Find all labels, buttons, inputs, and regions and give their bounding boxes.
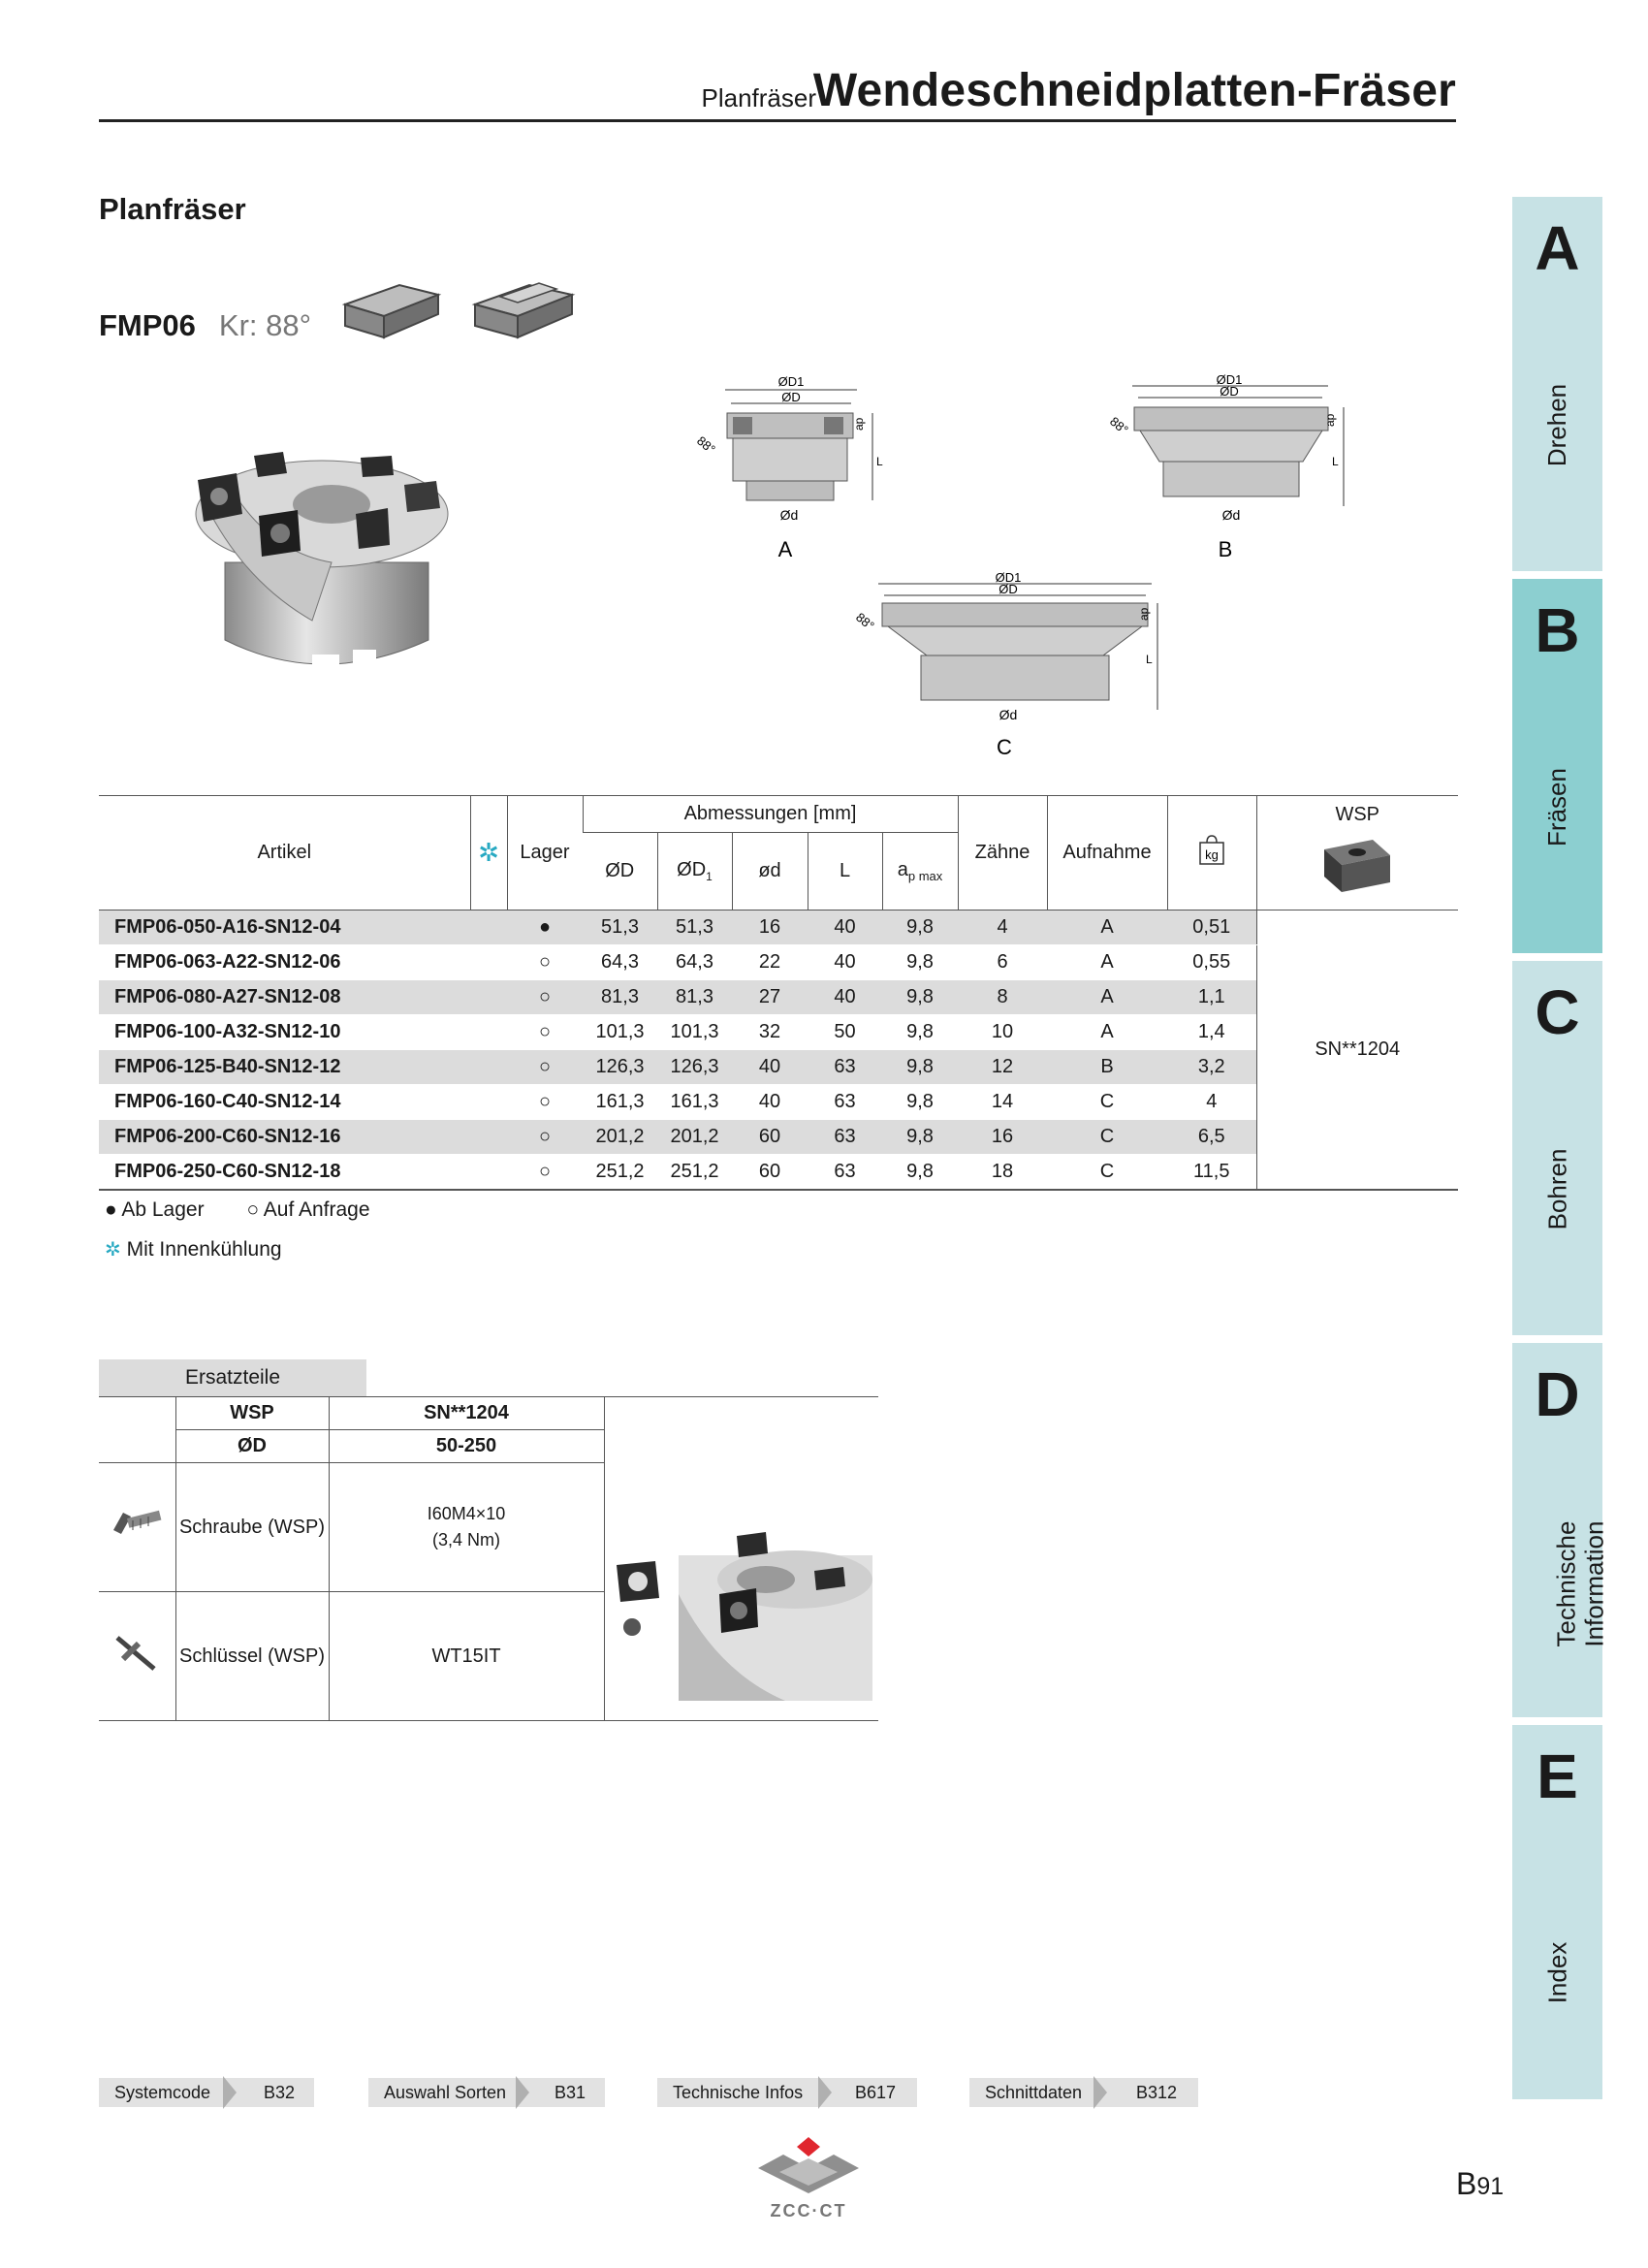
cell-D1: 51,3 [657,910,732,945]
drawing-b [1095,372,1377,566]
cell-coolant [470,910,507,945]
table-row [99,1015,1458,1050]
page-header [99,58,1456,122]
spare-wsp-label: WSP [175,1397,329,1430]
col-ap: $a_{p max}$ [882,833,958,910]
cell-ap: 9,8 [882,1155,958,1190]
drawing-c-label: C [997,735,1012,759]
cell-D: 81,3 [583,980,657,1015]
key-icon [110,1630,164,1677]
cell-ap: 9,8 [882,1120,958,1155]
col-artikel: Artikel [257,842,312,863]
spare-wsp-value: SN**1204 [329,1397,604,1430]
cell-d: 60 [732,1120,808,1155]
cell-ap: 9,8 [882,1050,958,1085]
table-row [99,945,1458,980]
tab-label: Fräsen [1541,768,1571,847]
cell-coolant [470,1120,507,1155]
legend-auf-anfrage: ○ Auf Anfrage [246,1198,370,1221]
tab-letter: E [1537,1741,1578,1811]
spare-key-label: Schlüssel (WSP) [175,1592,329,1721]
tab-label: Technische Information [1551,1520,1608,1647]
section-title: Planfräser [99,192,246,226]
cell-D: 251,2 [583,1155,657,1190]
drawing-c-L: L [1146,653,1153,666]
header-title: Wendeschneidplatten-Fräser [812,65,1456,116]
cell-D1: 81,3 [657,980,732,1015]
cell-z: 14 [958,1085,1047,1120]
cell-L: 40 [808,910,882,945]
tab-letter: C [1535,977,1580,1047]
tab-index[interactable] [1512,1725,1602,2099]
cell-D: 101,3 [583,1015,657,1050]
cell-auf: A [1047,910,1167,945]
drawing-c-angle: 88° [853,609,877,633]
cell-art: FMP06-080-A27-SN12-08 [99,980,470,1015]
logo-text: ZCC·CT [770,2201,847,2220]
drawing-a-label: A [777,537,793,561]
cell-D: 51,3 [583,910,657,945]
cell-art: FMP06-160-C40-SN12-14 [99,1085,470,1120]
col-dD: ØD [605,860,635,881]
cell-D1: 161,3 [657,1085,732,1120]
cell-D: 201,2 [583,1120,657,1155]
cell-L: 40 [808,945,882,980]
cell-auf: C [1047,1120,1167,1155]
cell-kg: 3,2 [1167,1050,1256,1085]
table-row [99,1050,1458,1085]
cell-D1: 201,2 [657,1120,732,1155]
drawing-a-ap: ap [852,417,866,431]
legend-ab-lager: ● Ab Lager [105,1198,205,1221]
drawing-b-small-d: Ød [1221,507,1241,523]
cell-ap: 9,8 [882,910,958,945]
header-subtitle: Planfräser [701,83,816,112]
cell-z: 6 [958,945,1047,980]
drawing-b-d1: ØD1 [1216,372,1243,387]
cell-L: 63 [808,1120,882,1155]
footer-link-schnittdaten[interactable]: Schnittdaten B312 [969,2078,1198,2107]
cell-coolant [470,1050,507,1085]
cell-z: 4 [958,910,1047,945]
cell-ap: 9,8 [882,1085,958,1120]
tab-letter: A [1535,213,1580,283]
insert-icon [1318,834,1396,900]
tab-label: Bohren [1542,1148,1571,1230]
cell-art: FMP06-063-A22-SN12-06 [99,945,470,980]
cell-art: FMP06-200-C60-SN12-16 [99,1120,470,1155]
cell-lager: ○ [507,980,583,1015]
drawing-a-d1: ØD1 [777,374,805,389]
col-wsp [1256,796,1458,910]
spare-key-value: WT15IT [329,1592,604,1721]
weight-icon-label: kg [1205,847,1219,862]
cell-D: 161,3 [583,1085,657,1120]
tab-fraesen[interactable] [1512,579,1602,953]
drawing-b-d: ØD [1220,384,1239,399]
cell-coolant [470,1085,507,1120]
cell-art: FMP06-100-A32-SN12-10 [99,1015,470,1050]
spare-screw-label: Schraube (WSP) [175,1463,329,1592]
table-row [99,1120,1458,1155]
product-kr: Kr: 88° [218,308,312,342]
cell-D1: 126,3 [657,1050,732,1085]
page-number: B91 [1456,2166,1505,2201]
cell-coolant [470,1155,507,1190]
tab-drehen[interactable] [1512,197,1602,571]
cell-art: FMP06-250-C60-SN12-18 [99,1155,470,1190]
cell-z: 12 [958,1050,1047,1085]
cell-auf: B [1047,1050,1167,1085]
cell-D1: 101,3 [657,1015,732,1050]
drawing-a [669,372,931,566]
cell-L: 40 [808,980,882,1015]
drawing-b-angle: 88° [1107,413,1131,437]
cell-lager: ○ [507,1015,583,1050]
spare-parts-title: Ersatzteile [99,1359,366,1396]
drawing-c-ap: ap [1137,607,1151,621]
cell-wsp: SN**1204 [1256,910,1458,1190]
col-d: ød [732,833,808,910]
drawing-a-angle: 88° [694,432,718,457]
cell-kg: 11,5 [1167,1155,1256,1190]
cell-lager: ○ [507,1085,583,1120]
tab-bohren[interactable] [1512,961,1602,1335]
product-code: FMP06 [99,308,196,342]
cell-lager: ○ [507,1120,583,1155]
col-lager: Lager [507,796,583,910]
insert-shape-icon-stepped [471,266,576,343]
tab-label: Index [1541,1941,1571,2004]
spare-parts-image [611,1526,872,1701]
col-weight [1167,796,1256,910]
cell-ap: 9,8 [882,980,958,1015]
cell-D1: 64,3 [657,945,732,980]
cell-d: 60 [732,1155,808,1190]
drawing-c-d: ØD [998,582,1018,596]
legend-innenkuehlung: Mit Innenkühlung [126,1238,282,1261]
legend-stock [105,1198,370,1222]
legend-coolant [105,1237,282,1262]
cell-coolant [470,945,507,980]
wsp-header-label: WSP [1335,804,1380,825]
cell-lager: ○ [507,1050,583,1085]
insert-shape-icon-flat [341,266,440,343]
col-dD1: $ØD_1$ [657,833,732,910]
drawing-a-small-d: Ød [779,507,799,523]
cell-z: 8 [958,980,1047,1015]
company-logo [750,2133,867,2222]
col-aufnahme: Aufnahme [1047,796,1167,910]
cell-kg: 0,51 [1167,910,1256,945]
product-heading [99,308,311,343]
cell-L: 63 [808,1050,882,1085]
cell-auf: A [1047,1015,1167,1050]
screw-icon [110,1503,164,1546]
spare-screw-value: I60M4×10 (3,4 Nm) [329,1463,604,1592]
cell-z: 18 [958,1155,1047,1190]
spare-d-label: ØD [175,1430,329,1463]
tab-letter: D [1535,1359,1580,1429]
cell-D1: 251,2 [657,1155,732,1190]
table-row [99,980,1458,1015]
cell-kg: 1,4 [1167,1015,1256,1050]
cell-D: 64,3 [583,945,657,980]
cell-lager: ○ [507,1155,583,1190]
cell-ap: 9,8 [882,945,958,980]
cell-D: 126,3 [583,1050,657,1085]
drawing-c [843,570,1173,764]
coolant-icon: ✲ [478,838,499,867]
cell-z: 10 [958,1015,1047,1050]
cell-kg: 1,1 [1167,980,1256,1015]
cell-coolant [470,980,507,1015]
table-row [99,910,1458,945]
cell-coolant [470,1015,507,1050]
col-abmessungen: Abmessungen [mm] [583,796,958,833]
cell-d: 32 [732,1015,808,1050]
cell-art: FMP06-050-A16-SN12-04 [99,910,470,945]
cell-auf: C [1047,1085,1167,1120]
cell-lager: ○ [507,945,583,980]
spare-parts-table [99,1396,878,1721]
cell-d: 40 [732,1050,808,1085]
cell-art: FMP06-125-B40-SN12-12 [99,1050,470,1085]
drawing-c-d1: ØD1 [995,570,1022,585]
cell-d: 27 [732,980,808,1015]
col-zaehne: Zähne [958,796,1047,910]
cell-lager: ● [507,910,583,945]
drawing-c-small-d: Ød [998,707,1018,722]
cell-kg: 0,55 [1167,945,1256,980]
col-L: L [808,833,882,910]
drawing-a-L: L [876,455,883,468]
cell-L: 63 [808,1085,882,1120]
milling-cutter-image [186,446,467,679]
cell-L: 50 [808,1015,882,1050]
col-coolant [470,796,507,910]
footer-link-auswahl-sorten[interactable]: Auswahl Sorten B31 [368,2078,605,2107]
cell-L: 63 [808,1155,882,1190]
cell-auf: C [1047,1155,1167,1190]
footer-link-systemcode[interactable]: Systemcode B32 [99,2078,314,2107]
table-row [99,1155,1458,1190]
drawing-a-d: ØD [781,390,801,404]
coolant-icon: ✲ [105,1239,121,1261]
table-row [99,1085,1458,1120]
footer-link-technische-infos[interactable]: Technische Infos B617 [657,2078,917,2107]
tab-label: Drehen [1542,383,1571,467]
cell-kg: 6,5 [1167,1120,1256,1155]
cell-d: 22 [732,945,808,980]
drawing-b-L: L [1332,455,1339,468]
product-table [99,795,1458,1191]
cell-auf: A [1047,945,1167,980]
tab-letter: B [1535,595,1580,665]
cell-kg: 4 [1167,1085,1256,1120]
cell-z: 16 [958,1120,1047,1155]
tab-technische-information[interactable] [1512,1343,1608,1717]
drawing-b-ap: ap [1323,413,1337,427]
cell-auf: A [1047,980,1167,1015]
spare-d-value: 50-250 [329,1430,604,1463]
cell-ap: 9,8 [882,1015,958,1050]
weight-icon [1197,833,1226,868]
cell-d: 40 [732,1085,808,1120]
cell-d: 16 [732,910,808,945]
drawing-b-label: B [1218,537,1233,561]
